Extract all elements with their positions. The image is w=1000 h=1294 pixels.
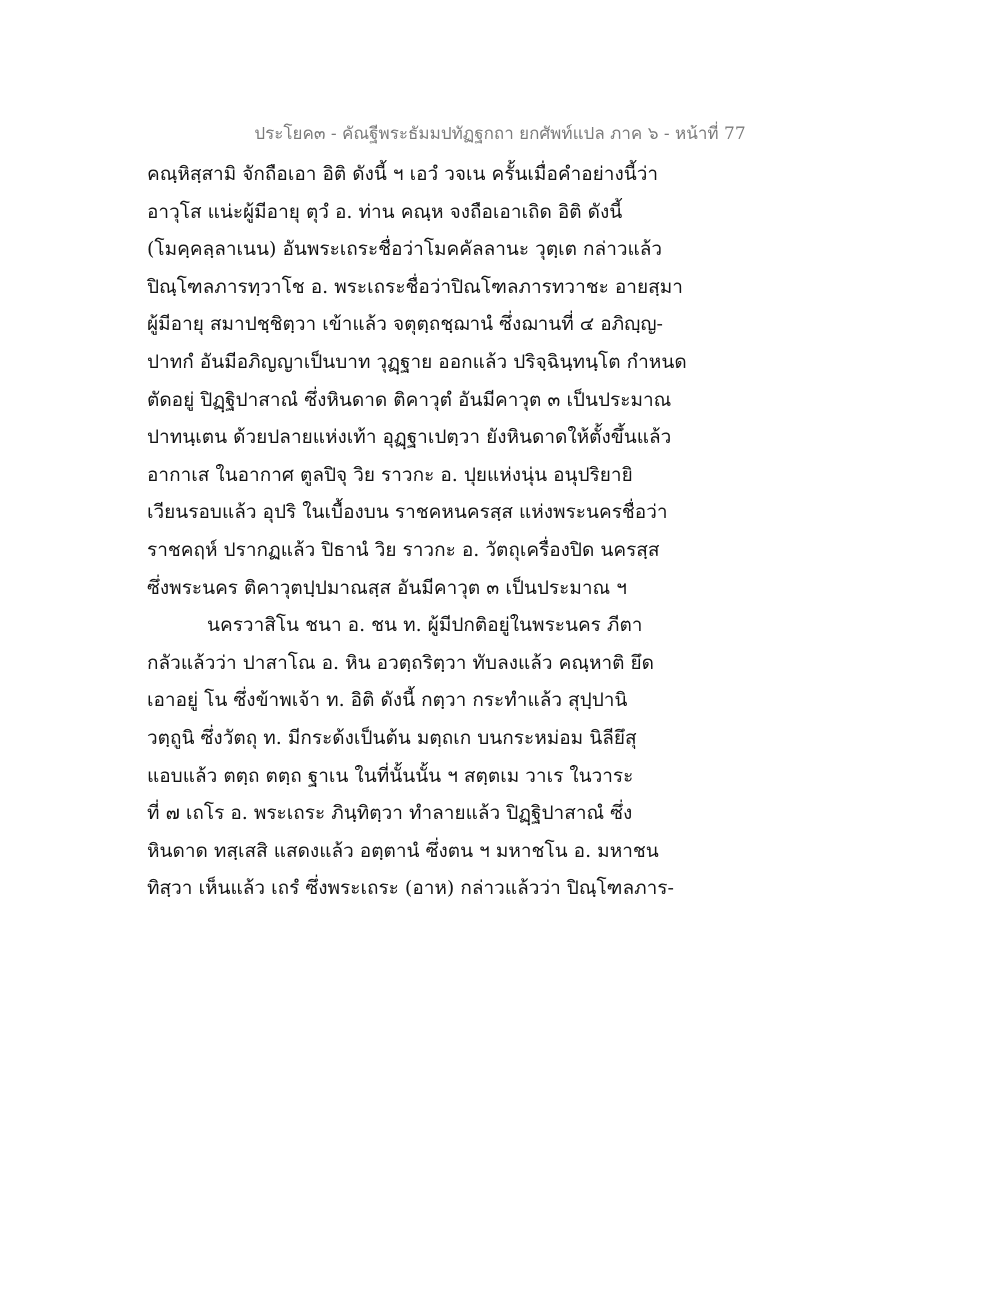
page-header: ประโยค๓ - คัณฐีพระธัมมปทัฏฐกถา ยกศัพท์แปล ภาค ๖ - หน้าที่ 77 xyxy=(254,124,746,144)
text-line-11: ราชคฤห์ ปรากฏแล้ว ปิธานํ วิย ราวกะ อ. วัตถุเครื่องปิด นครสฺส xyxy=(147,538,660,561)
text-line-13-paragraph-start: นครวาสิโน ชนา อ. ชน ท. ผู้มีปกติอยู่ในพระนคร ภีตา xyxy=(207,614,643,637)
text-line-16: วตฺถูนิ ซึ่งวัตถุ ท. มีกระด้งเป็นต้น มตฺถเก บนกระหม่อม นิลียึสุ xyxy=(147,726,637,749)
text-line-19: หินดาด ทสฺเสสิ แสดงแล้ว อตฺตานํ ซึ่งตน ฯ มหาชโน อ. มหาชน xyxy=(147,839,659,862)
text-line-2: อาวุโส แน่ะผู้มีอายุ ตุวํ อ. ท่าน คณฺห จงถือเอาเถิด อิติ ดังนี้ xyxy=(147,200,623,223)
text-line-17: แอบแล้ว ตตฺถ ตตฺถ ฐาเน ในที่นั้นนั้น ฯ สตฺตเม วาเร ในวาระ xyxy=(147,764,634,787)
text-line-5: ผู้มีอายุ สมาปชฺชิตฺวา เข้าแล้ว จตุตฺถชฺฌานํ ซึ่งฌานที่ ๔ อภิญฺญ- xyxy=(147,313,663,336)
text-line-8: ปาทนฺเตน ด้วยปลายแห่งเท้า อุฏฺฐาเปตฺวา ยังหินดาดให้ตั้งขึ้นแล้ว xyxy=(147,426,672,449)
text-line-20: ทิสฺวา เห็นแล้ว เถรํ ซึ่งพระเถระ (อาห) กล่าวแล้วว่า ปิณฺโฑลภาร- xyxy=(147,877,674,900)
text-line-10: เวียนรอบแล้ว อุปริ ในเบื้องบน ราชคหนครสฺส แห่งพระนครชื่อว่า xyxy=(147,501,668,524)
text-line-7: ตัดอยู่ ปิฏฺฐิปาสาณํ ซึ่งหินดาด ติคาวุตํ อันมีคาวุต ๓ เป็นประมาณ xyxy=(147,388,672,411)
text-line-1: คณฺหิสฺสามิ จักถือเอา อิติ ดังนี้ ฯ เอวํ วจเน ครั้นเมื่อคำอย่างนี้ว่า xyxy=(147,163,659,185)
text-line-9: อากาเส ในอากาศ ตูลปิจุ วิย ราวกะ อ. ปุยแห่งนุ่น อนุปริยายิ xyxy=(147,463,633,486)
text-line-12: ซึ่งพระนคร ติคาวุตปฺปมาณสฺส อันมีคาวุต ๓ เป็นประมาณ ฯ xyxy=(147,576,627,599)
text-line-14: กลัวแล้วว่า ปาสาโณ อ. หิน อวตฺถริตฺวา ทับลงแล้ว คณฺหาติ ยึด xyxy=(147,651,654,674)
text-line-15: เอาอยู่ โน ซึ่งข้าพเจ้า ท. อิติ ดังนี้ กตฺวา กระทำแล้ว สุปฺปานิ xyxy=(147,689,628,712)
body-text xyxy=(147,160,747,912)
text-line-4: ปิณฺโฑลภารทฺวาโช อ. พระเถระชื่อว่าปิณโฑลภารทวาชะ อายสฺมา xyxy=(147,275,683,298)
text-line-18: ที่ ๗ เถโร อ. พระเถระ ภินฺทิตฺวา ทำลายแล้ว ปิฏฺฐิปาสาณํ ซึ่ง xyxy=(147,802,633,825)
text-line-6: ปาทกํ อันมีอภิญญาเป็นบาท วุฏฺฐาย ออกแล้ว ปริจฺฉินฺทนฺโต กำหนด xyxy=(147,350,687,373)
text-line-3: (โมคฺคลฺลาเนน) อันพระเถระชื่อว่าโมคคัลลานะ วุตฺเต กล่าวแล้ว xyxy=(147,238,663,261)
